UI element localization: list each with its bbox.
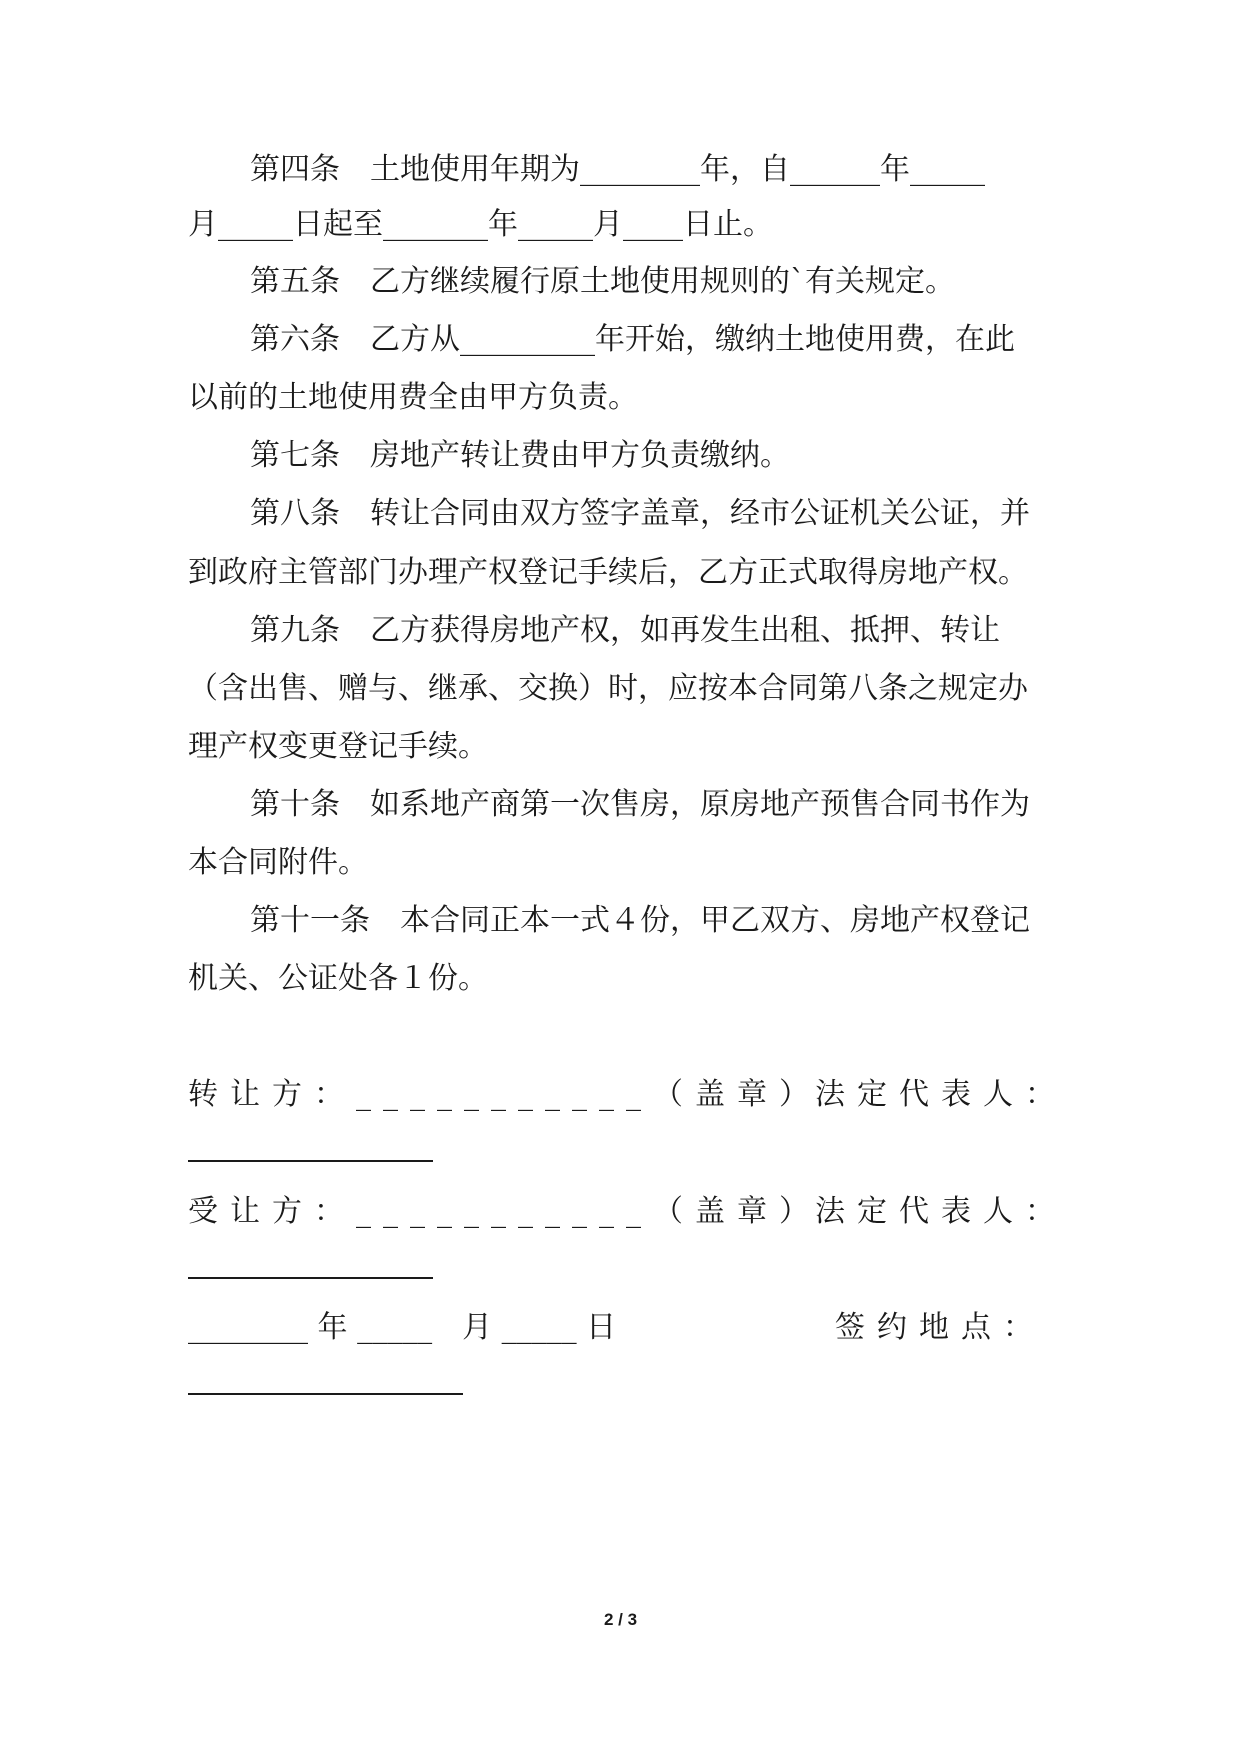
transferor-representative-blank (188, 1160, 433, 1162)
article-5-line-1: 第五条 乙方继续履行原土地使用规则的`有关规定。 (250, 264, 955, 299)
article-8-line-2: 到政府主管部门办理产权登记手续后，乙方正式取得房地产权。 (188, 555, 1028, 590)
transferee-representative-blank (188, 1277, 433, 1279)
article-10-line-1: 第十条 如系地产商第一次售房，原房地产预售合同书作为 (250, 787, 1030, 822)
transferee-line: 受让方：___________（盖章） (188, 1194, 821, 1229)
article-9-line-3: 理产权变更登记手续。 (188, 729, 488, 764)
signing-date-line: ________ 年 _____ 月 _____ 日 (188, 1310, 617, 1345)
article-6-line-2: 以前的土地使用费全由甲方负责。 (188, 380, 638, 415)
signing-place-blank (188, 1393, 463, 1395)
transferor-representative-label: 法定代表人： (815, 1077, 1067, 1112)
article-10-line-2: 本合同附件。 (188, 845, 368, 880)
article-4-line-2: 月_____日起至_______年_____月____日止。 (188, 207, 773, 242)
page-number: 2 / 3 (603, 1610, 638, 1629)
article-4-line-1: 第四条 土地使用年期为________年，自______年_____ (250, 152, 985, 187)
article-8-line-1: 第八条 转让合同由双方签字盖章，经市公证机关公证，并 (250, 496, 1030, 531)
article-6-line-1: 第六条 乙方从_________年开始，缴纳土地使用费，在此 (250, 322, 1015, 357)
article-7-line-1: 第七条 房地产转让费由甲方负责缴纳。 (250, 438, 790, 473)
transferee-representative-label: 法定代表人： (815, 1194, 1067, 1229)
article-11-line-1: 第十一条 本合同正本一式４份，甲乙双方、房地产权登记 (250, 903, 1030, 938)
signing-place-label: 签约地点： (835, 1310, 1045, 1345)
article-9-line-1: 第九条 乙方获得房地产权，如再发生出租、抵押、转让 (250, 613, 1000, 648)
article-9-line-2: （含出售、赠与、继承、交换）时，应按本合同第八条之规定办 (188, 671, 1028, 706)
article-11-line-2: 机关、公证处各１份。 (188, 961, 488, 996)
transferor-line: 转让方：___________（盖章） (188, 1077, 821, 1112)
